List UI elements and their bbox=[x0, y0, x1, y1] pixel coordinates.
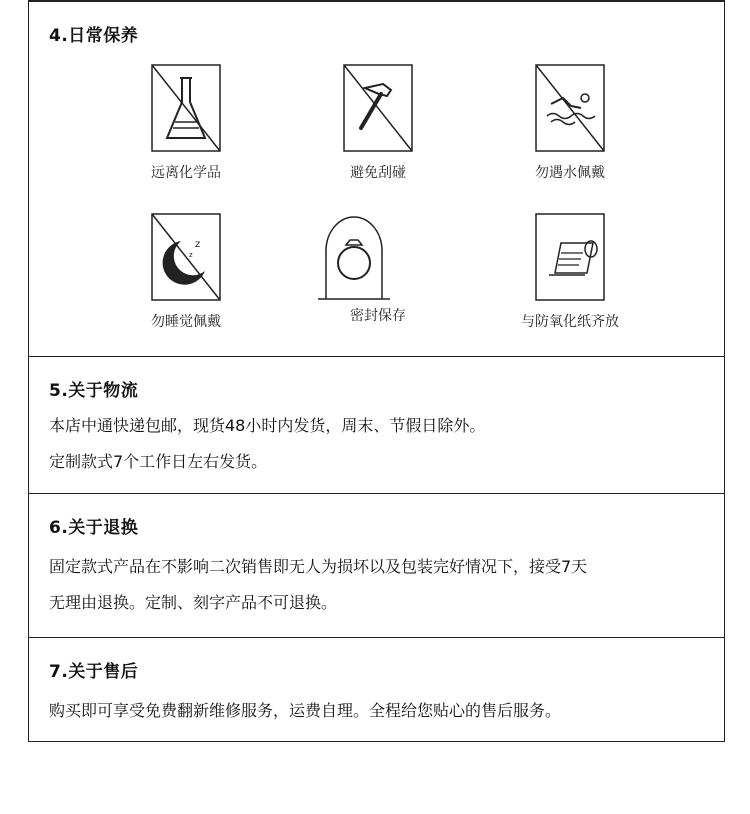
content-frame bbox=[28, 0, 725, 742]
aftersales-line: 购买即可享受免费翻新维修服务，运费自理。全程给您贴心的售后服务。 bbox=[49, 701, 562, 720]
aftersales-title: 7.关于售后 bbox=[49, 662, 139, 682]
care-label: 勿遇水佩戴 bbox=[535, 165, 605, 181]
care-label: 与防氧化纸齐放 bbox=[521, 314, 619, 330]
returns-line: 无理由退换。定制、刻字产品不可退换。 bbox=[49, 593, 338, 612]
care-label: 避免刮碰 bbox=[350, 165, 406, 181]
logistics-title: 5.关于物流 bbox=[49, 381, 139, 401]
logistics-line: 本店中通快递包邮，现货48小时内发货，周末、节假日除外。 bbox=[49, 416, 486, 435]
care-title: 4.日常保养 bbox=[49, 26, 139, 46]
returns-title: 6.关于退换 bbox=[49, 518, 139, 538]
logistics-line: 定制款式7个工作日左右发货。 bbox=[49, 452, 268, 471]
returns-line: 固定款式产品在不影响二次销售即无人为损坏以及包装完好情况下，接受7天 bbox=[49, 557, 588, 576]
care-label: 远离化学品 bbox=[151, 165, 221, 181]
care-label: 密封保存 bbox=[350, 308, 406, 324]
svg-text:z: z bbox=[189, 251, 193, 259]
care-label: 勿睡觉佩戴 bbox=[151, 314, 221, 330]
svg-text:z: z bbox=[195, 239, 201, 250]
